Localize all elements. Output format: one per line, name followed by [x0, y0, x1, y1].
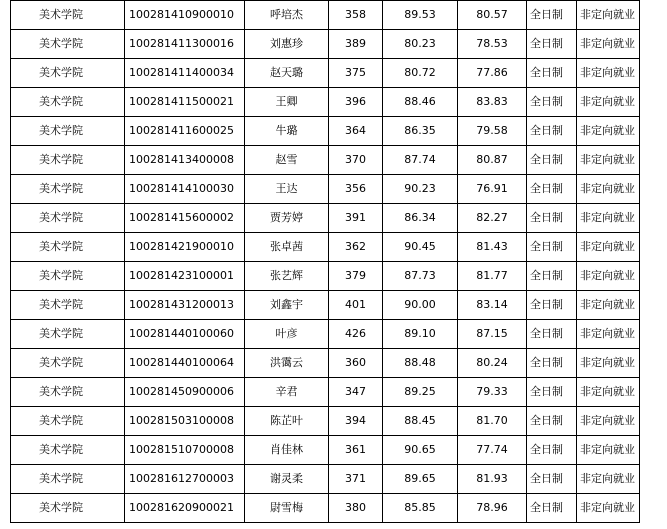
interview-score-cell: 87.74 — [383, 146, 458, 175]
study-mode-cell: 全日制 — [527, 262, 577, 291]
total-score-cell: 83.83 — [458, 88, 527, 117]
name-cell: 刘鑫宇 — [245, 291, 329, 320]
initial-score-cell: 347 — [329, 378, 383, 407]
exam-id-cell: 100281620900021 — [125, 494, 245, 523]
interview-score-cell: 90.23 — [383, 175, 458, 204]
college-cell: 美术学院 — [11, 291, 125, 320]
interview-score-cell: 86.34 — [383, 204, 458, 233]
admission-table — [10, 0, 640, 523]
college-cell: 美术学院 — [11, 117, 125, 146]
study-mode-cell: 全日制 — [527, 117, 577, 146]
employment-type-cell: 非定向就业 — [577, 88, 640, 117]
total-score-cell: 79.33 — [458, 378, 527, 407]
college-cell: 美术学院 — [11, 30, 125, 59]
interview-score-cell: 80.72 — [383, 59, 458, 88]
exam-id-cell: 100281415600002 — [125, 204, 245, 233]
name-cell: 张艺辉 — [245, 262, 329, 291]
interview-score-cell: 88.48 — [383, 349, 458, 378]
name-cell: 张卓茜 — [245, 233, 329, 262]
table-row — [11, 59, 640, 88]
total-score-cell: 77.74 — [458, 436, 527, 465]
table-row — [11, 204, 640, 233]
college-cell: 美术学院 — [11, 494, 125, 523]
study-mode-cell: 全日制 — [527, 1, 577, 30]
initial-score-cell: 389 — [329, 30, 383, 59]
interview-score-cell: 89.25 — [383, 378, 458, 407]
table-row — [11, 30, 640, 59]
initial-score-cell: 371 — [329, 465, 383, 494]
table-row — [11, 320, 640, 349]
total-score-cell: 79.58 — [458, 117, 527, 146]
initial-score-cell: 401 — [329, 291, 383, 320]
college-cell: 美术学院 — [11, 88, 125, 117]
interview-score-cell: 90.45 — [383, 233, 458, 262]
total-score-cell: 78.96 — [458, 494, 527, 523]
interview-score-cell: 89.10 — [383, 320, 458, 349]
employment-type-cell: 非定向就业 — [577, 1, 640, 30]
exam-id-cell: 100281410900010 — [125, 1, 245, 30]
exam-id-cell: 100281411600025 — [125, 117, 245, 146]
initial-score-cell: 396 — [329, 88, 383, 117]
total-score-cell: 80.87 — [458, 146, 527, 175]
initial-score-cell: 370 — [329, 146, 383, 175]
employment-type-cell: 非定向就业 — [577, 146, 640, 175]
name-cell: 刘惠珍 — [245, 30, 329, 59]
study-mode-cell: 全日制 — [527, 494, 577, 523]
interview-score-cell: 90.65 — [383, 436, 458, 465]
table-row — [11, 407, 640, 436]
college-cell: 美术学院 — [11, 407, 125, 436]
total-score-cell: 81.70 — [458, 407, 527, 436]
interview-score-cell: 89.65 — [383, 465, 458, 494]
college-cell: 美术学院 — [11, 146, 125, 175]
college-cell: 美术学院 — [11, 59, 125, 88]
exam-id-cell: 100281411300016 — [125, 30, 245, 59]
exam-id-cell: 100281411500021 — [125, 88, 245, 117]
employment-type-cell: 非定向就业 — [577, 233, 640, 262]
initial-score-cell: 380 — [329, 494, 383, 523]
table-row — [11, 436, 640, 465]
study-mode-cell: 全日制 — [527, 204, 577, 233]
study-mode-cell: 全日制 — [527, 378, 577, 407]
college-cell: 美术学院 — [11, 436, 125, 465]
table-row — [11, 175, 640, 204]
name-cell: 牛璐 — [245, 117, 329, 146]
total-score-cell: 81.93 — [458, 465, 527, 494]
initial-score-cell: 379 — [329, 262, 383, 291]
college-cell: 美术学院 — [11, 262, 125, 291]
initial-score-cell: 356 — [329, 175, 383, 204]
employment-type-cell: 非定向就业 — [577, 291, 640, 320]
total-score-cell: 82.27 — [458, 204, 527, 233]
employment-type-cell: 非定向就业 — [577, 175, 640, 204]
interview-score-cell: 80.23 — [383, 30, 458, 59]
table-row — [11, 378, 640, 407]
table-row — [11, 494, 640, 523]
employment-type-cell: 非定向就业 — [577, 262, 640, 291]
total-score-cell: 76.91 — [458, 175, 527, 204]
employment-type-cell: 非定向就业 — [577, 349, 640, 378]
exam-id-cell: 100281612700003 — [125, 465, 245, 494]
study-mode-cell: 全日制 — [527, 146, 577, 175]
table-row — [11, 349, 640, 378]
employment-type-cell: 非定向就业 — [577, 59, 640, 88]
study-mode-cell: 全日制 — [527, 59, 577, 88]
name-cell: 赵雪 — [245, 146, 329, 175]
table-row — [11, 146, 640, 175]
initial-score-cell: 426 — [329, 320, 383, 349]
name-cell: 洪霭云 — [245, 349, 329, 378]
employment-type-cell: 非定向就业 — [577, 378, 640, 407]
employment-type-cell: 非定向就业 — [577, 494, 640, 523]
exam-id-cell: 100281450900006 — [125, 378, 245, 407]
total-score-cell: 81.77 — [458, 262, 527, 291]
employment-type-cell: 非定向就业 — [577, 320, 640, 349]
name-cell: 肖佳林 — [245, 436, 329, 465]
name-cell: 贾芳婷 — [245, 204, 329, 233]
total-score-cell: 87.15 — [458, 320, 527, 349]
name-cell: 谢灵柔 — [245, 465, 329, 494]
initial-score-cell: 364 — [329, 117, 383, 146]
table-row — [11, 465, 640, 494]
table-row — [11, 117, 640, 146]
employment-type-cell: 非定向就业 — [577, 436, 640, 465]
study-mode-cell: 全日制 — [527, 465, 577, 494]
total-score-cell: 78.53 — [458, 30, 527, 59]
exam-id-cell: 100281411400034 — [125, 59, 245, 88]
college-cell: 美术学院 — [11, 175, 125, 204]
interview-score-cell: 88.46 — [383, 88, 458, 117]
study-mode-cell: 全日制 — [527, 88, 577, 117]
college-cell: 美术学院 — [11, 233, 125, 262]
employment-type-cell: 非定向就业 — [577, 465, 640, 494]
exam-id-cell: 100281440100064 — [125, 349, 245, 378]
name-cell: 尉雪梅 — [245, 494, 329, 523]
college-cell: 美术学院 — [11, 465, 125, 494]
name-cell: 王卿 — [245, 88, 329, 117]
employment-type-cell: 非定向就业 — [577, 117, 640, 146]
study-mode-cell: 全日制 — [527, 436, 577, 465]
employment-type-cell: 非定向就业 — [577, 407, 640, 436]
table-row — [11, 88, 640, 117]
table-row — [11, 291, 640, 320]
table-body — [11, 1, 640, 523]
initial-score-cell: 394 — [329, 407, 383, 436]
exam-id-cell: 100281423100001 — [125, 262, 245, 291]
interview-score-cell: 85.85 — [383, 494, 458, 523]
exam-id-cell: 100281431200013 — [125, 291, 245, 320]
study-mode-cell: 全日制 — [527, 291, 577, 320]
initial-score-cell: 375 — [329, 59, 383, 88]
name-cell: 赵天璐 — [245, 59, 329, 88]
exam-id-cell: 100281440100060 — [125, 320, 245, 349]
interview-score-cell: 86.35 — [383, 117, 458, 146]
study-mode-cell: 全日制 — [527, 320, 577, 349]
study-mode-cell: 全日制 — [527, 175, 577, 204]
interview-score-cell: 88.45 — [383, 407, 458, 436]
initial-score-cell: 391 — [329, 204, 383, 233]
total-score-cell: 83.14 — [458, 291, 527, 320]
study-mode-cell: 全日制 — [527, 407, 577, 436]
employment-type-cell: 非定向就业 — [577, 204, 640, 233]
initial-score-cell: 360 — [329, 349, 383, 378]
total-score-cell: 81.43 — [458, 233, 527, 262]
study-mode-cell: 全日制 — [527, 233, 577, 262]
college-cell: 美术学院 — [11, 1, 125, 30]
table-row — [11, 233, 640, 262]
name-cell: 叶彦 — [245, 320, 329, 349]
initial-score-cell: 362 — [329, 233, 383, 262]
total-score-cell: 80.57 — [458, 1, 527, 30]
college-cell: 美术学院 — [11, 349, 125, 378]
college-cell: 美术学院 — [11, 204, 125, 233]
table-row — [11, 262, 640, 291]
name-cell: 王达 — [245, 175, 329, 204]
name-cell: 陈芷叶 — [245, 407, 329, 436]
college-cell: 美术学院 — [11, 378, 125, 407]
name-cell: 辛君 — [245, 378, 329, 407]
interview-score-cell: 90.00 — [383, 291, 458, 320]
exam-id-cell: 100281414100030 — [125, 175, 245, 204]
total-score-cell: 77.86 — [458, 59, 527, 88]
study-mode-cell: 全日制 — [527, 30, 577, 59]
name-cell: 呼培杰 — [245, 1, 329, 30]
college-cell: 美术学院 — [11, 320, 125, 349]
interview-score-cell: 87.73 — [383, 262, 458, 291]
exam-id-cell: 100281503100008 — [125, 407, 245, 436]
total-score-cell: 80.24 — [458, 349, 527, 378]
initial-score-cell: 358 — [329, 1, 383, 30]
study-mode-cell: 全日制 — [527, 349, 577, 378]
exam-id-cell: 100281413400008 — [125, 146, 245, 175]
employment-type-cell: 非定向就业 — [577, 30, 640, 59]
interview-score-cell: 89.53 — [383, 1, 458, 30]
initial-score-cell: 361 — [329, 436, 383, 465]
table-row — [11, 1, 640, 30]
exam-id-cell: 100281421900010 — [125, 233, 245, 262]
exam-id-cell: 100281510700008 — [125, 436, 245, 465]
